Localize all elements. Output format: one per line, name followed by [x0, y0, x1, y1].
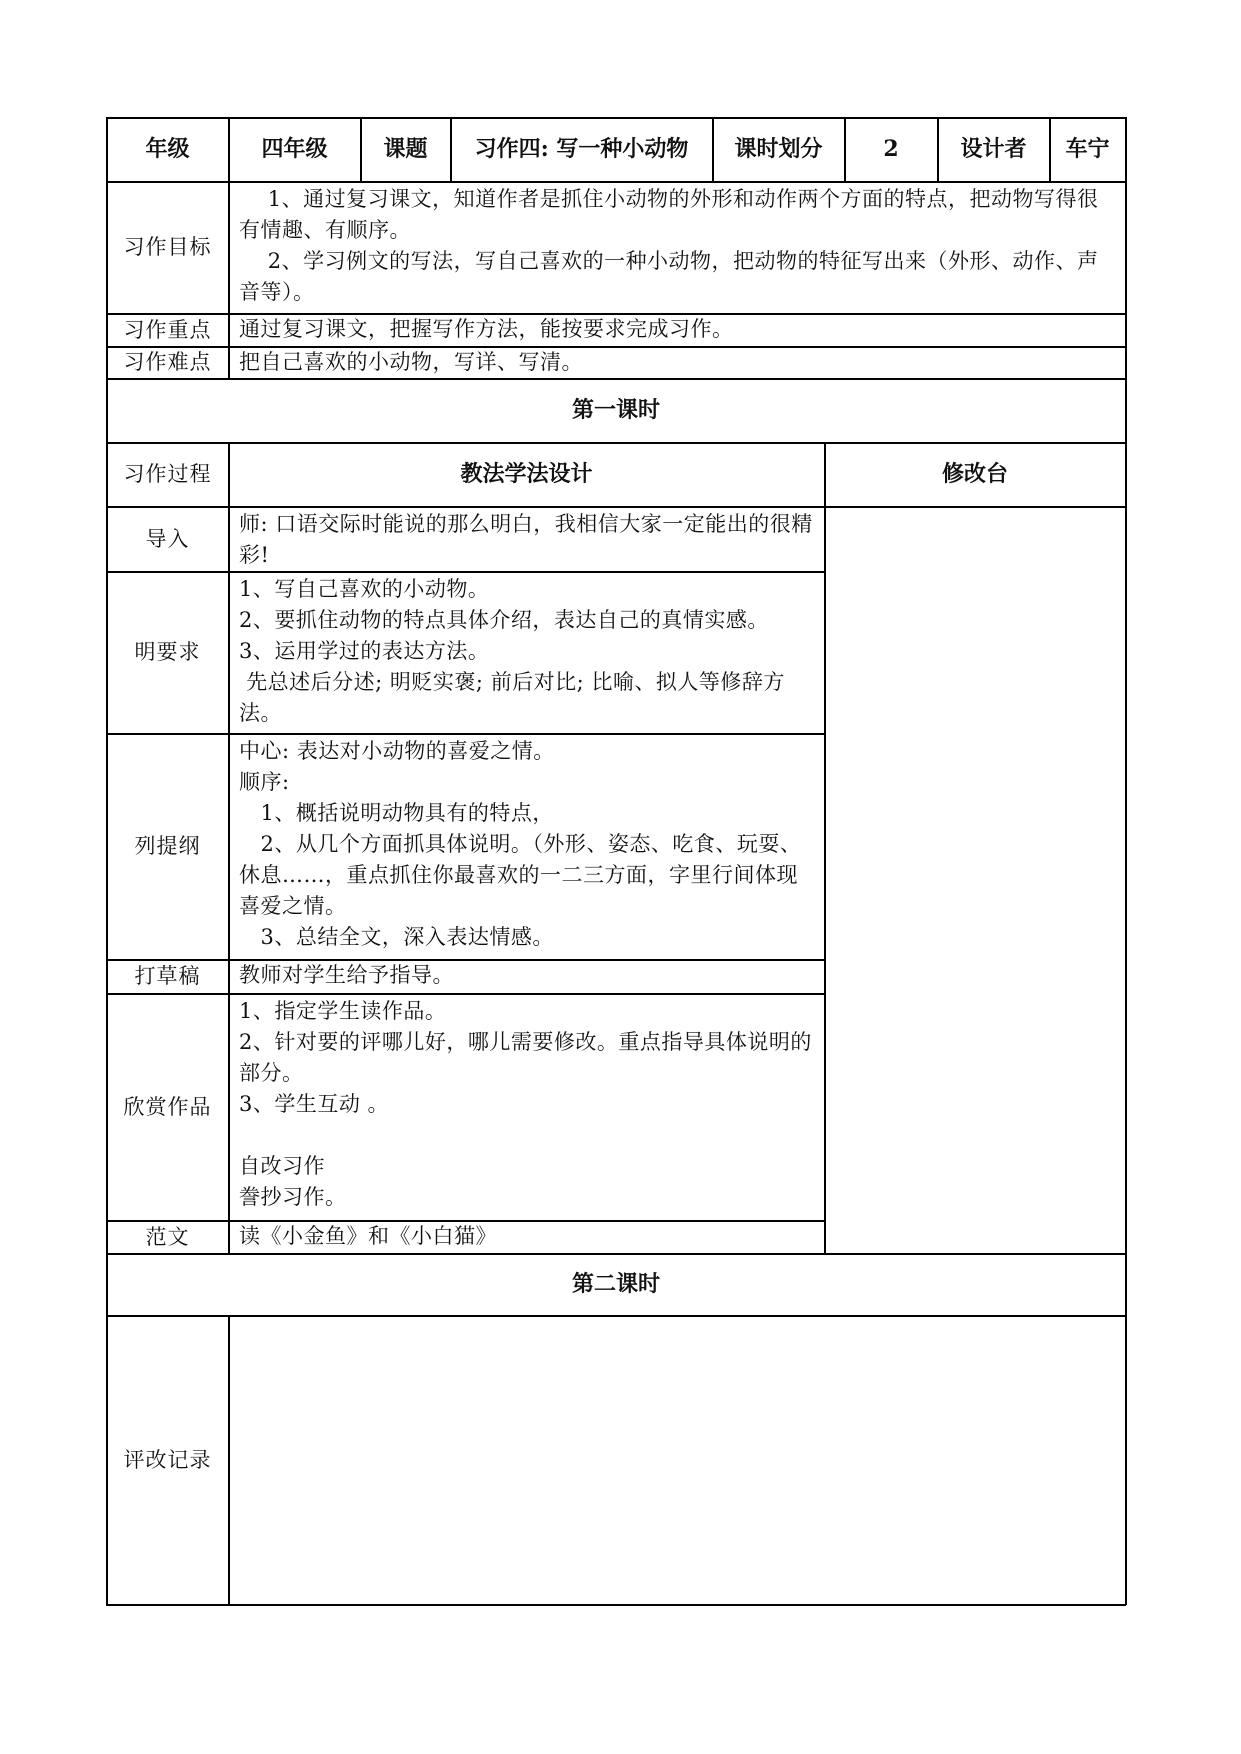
goals-label: 习作目标: [123, 235, 212, 259]
revise-area: [825, 507, 1125, 1253]
grade-label: 年级: [145, 136, 190, 162]
key-point-label: 习作重点: [123, 317, 212, 342]
rule: [106, 1604, 1126, 1606]
key-point-text: 通过复习课文，把握写作方法，能按要求完成习作。: [239, 317, 734, 341]
step-label: 范文: [145, 1224, 190, 1249]
record-area: [229, 1316, 1125, 1604]
step-text: 1、指定学生读作品。 2、针对要的评哪儿好，哪儿需要修改。重点指导具体说明的部分。 3、学生互动 。 自改习作 誊抄习作。: [239, 999, 812, 1209]
record-label: 评改记录: [123, 1447, 212, 1472]
process-label: 习作过程: [123, 462, 212, 486]
step-label: 打草稿: [134, 964, 201, 988]
step-label: 列提纲: [134, 834, 201, 858]
step-text: 1、写自己喜欢的小动物。 2、要抓住动物的特点具体介绍，表达自己的真情实感。 3、运用学过的表达方法。 先总述后分述; 明贬实褒; 前后对比; 比喻、拟人等修辞方法。: [239, 577, 785, 725]
goals-text: 1、通过复习课文，知道作者是抓住小动物的外形和动作两个方面的特点，把动物写得很有情趣、有顺序。 2、学习例文的写法，写自己喜欢的一种小动物，把动物的特征写出来（外形、动作、声音等）。: [239, 187, 1099, 304]
topic-value: 习作四: 写一种小动物: [474, 136, 689, 162]
step-label: 导入: [145, 526, 190, 551]
period-value: 2: [883, 136, 899, 162]
step-text: 中心: 表达对小动物的喜爱之情。 顺序: 1、概括说明动物具有的特点， 2、从几个方面抓具体说明。（外形、姿态、吃食、玩耍、休息……，重点抓住你最喜欢的一二三方面，字里行间体现喜爱之情。 3、总结全文，深入表达情感。: [239, 739, 802, 949]
designer-label: 设计者: [960, 136, 1027, 162]
difficulty-label: 习作难点: [123, 350, 212, 374]
grade-value: 四年级: [261, 136, 328, 162]
period-label: 课时划分: [734, 136, 823, 162]
design-header: 教法学法设计: [460, 461, 593, 487]
lesson2-title: 第二课时: [571, 1271, 660, 1297]
difficulty-text: 把自己喜欢的小动物，写详、写清。: [239, 350, 583, 374]
lesson1-title: 第一课时: [571, 397, 660, 423]
designer-value: 车宁: [1065, 136, 1110, 162]
topic-label: 课题: [383, 136, 428, 162]
step-text: 读《小金鱼》和《小白猫》: [239, 1224, 497, 1248]
step-text: 教师对学生给予指导。: [239, 963, 454, 987]
step-label: 欣赏作品: [123, 1094, 212, 1119]
step-text: 师: 口语交际时能说的那么明白，我相信大家一定能出的很精彩!: [239, 512, 813, 567]
rule: [1125, 117, 1127, 1605]
step-label: 明要求: [134, 640, 201, 664]
revise-header: 修改台: [941, 461, 1008, 487]
